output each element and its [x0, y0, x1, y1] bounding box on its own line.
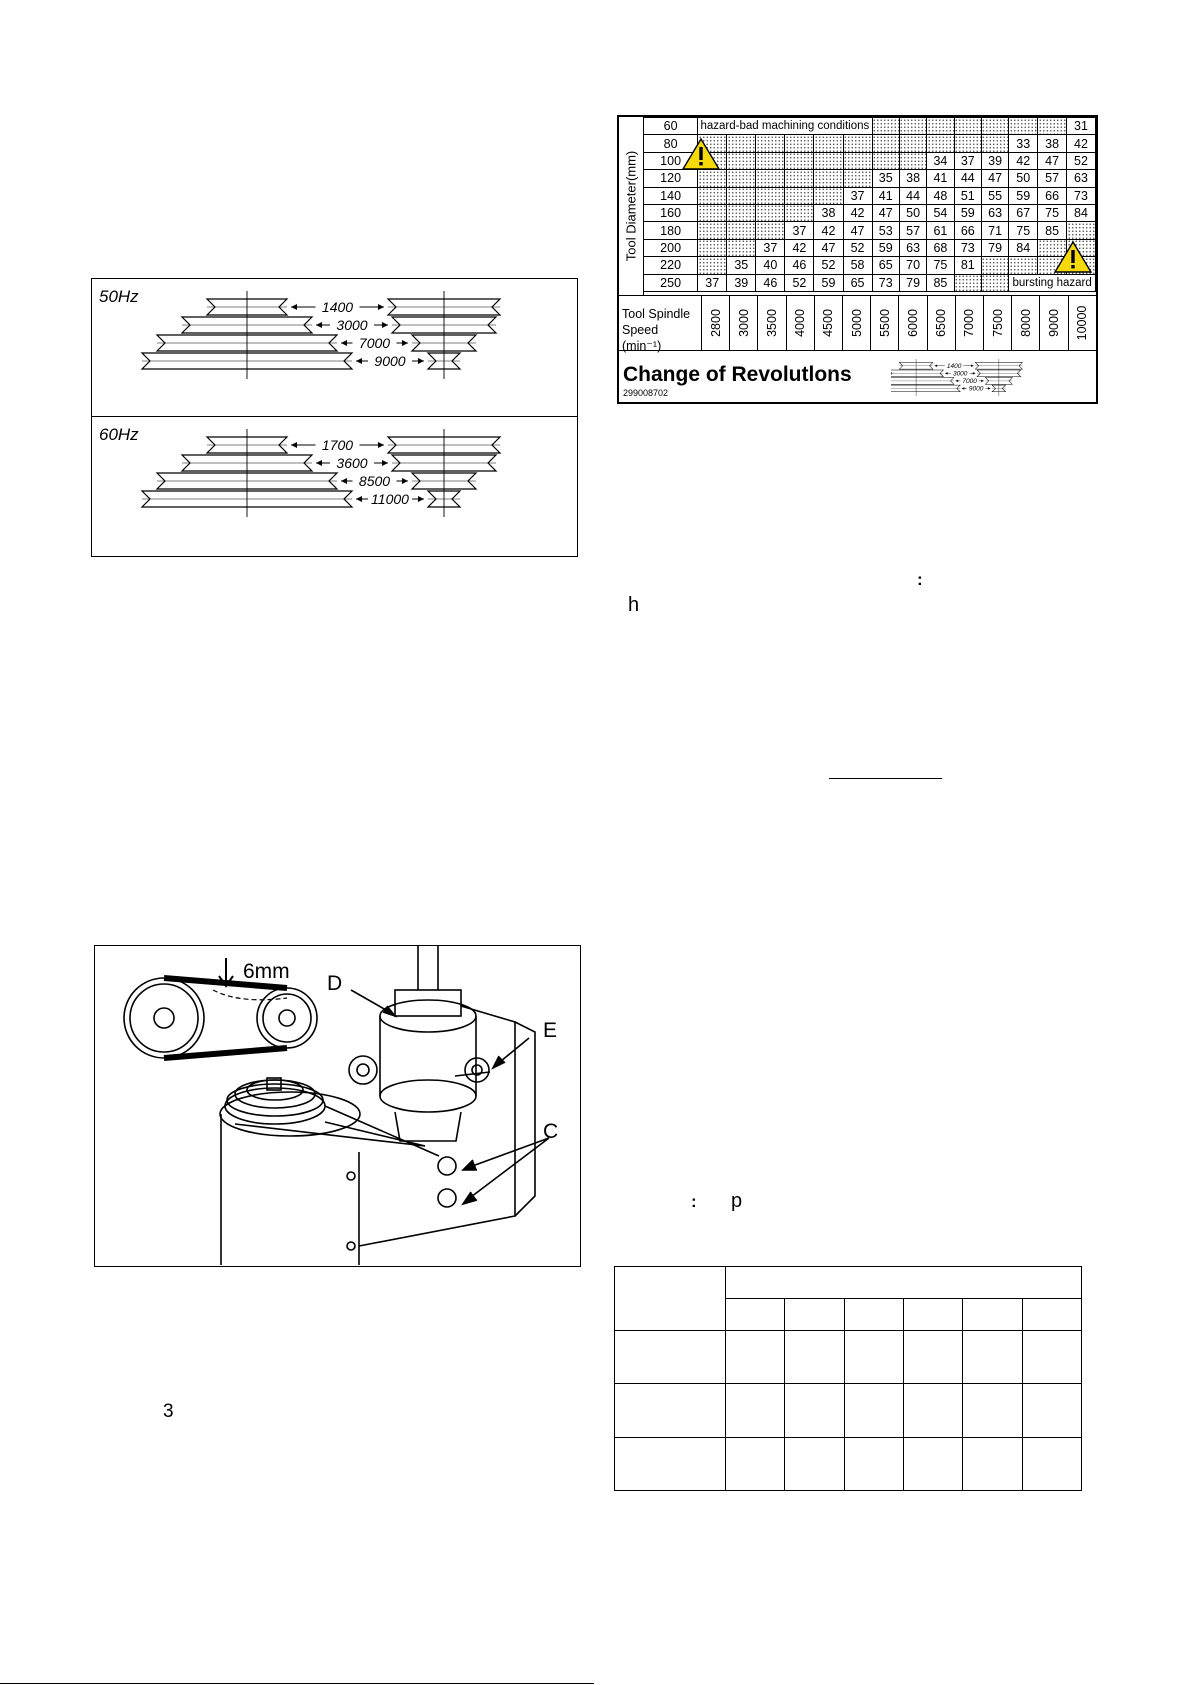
table-cell: [1022, 1384, 1081, 1437]
value-cell: 63: [981, 204, 1008, 221]
table-cell: [615, 1331, 726, 1384]
hazard-cell: [1038, 118, 1067, 135]
hazard-cell: [756, 204, 785, 221]
table-cell: [615, 1437, 726, 1490]
table-row: [644, 118, 1096, 135]
table-cell: [844, 1384, 903, 1437]
value-cell: 47: [872, 204, 899, 221]
speed-value: 9000: [1039, 296, 1067, 350]
speed-label: 3000: [952, 370, 968, 378]
hazard-cell: [814, 187, 843, 204]
speed-value: 4500: [814, 296, 842, 350]
table-cell: [785, 1331, 844, 1384]
pulley-drawings: [92, 279, 576, 555]
diameter-cell: 80: [644, 135, 698, 152]
value-cell: 59: [872, 239, 899, 256]
value-cell: 59: [1009, 187, 1038, 204]
table-cell: [903, 1331, 962, 1384]
hazard-cell: [785, 135, 814, 152]
table-row: [644, 187, 1096, 204]
belt-tension-photo: [94, 945, 581, 1267]
value-cell: 51: [954, 187, 981, 204]
table-cell: [844, 1437, 903, 1490]
table-cell: [963, 1299, 1022, 1331]
value-cell: 37: [954, 152, 981, 169]
table-cell: [844, 1331, 903, 1384]
table-cell: [726, 1331, 785, 1384]
value-cell: 34: [927, 152, 954, 169]
hazard-cell: [756, 222, 785, 239]
hazard-cell: [814, 170, 843, 187]
hazard-cell: [872, 135, 899, 152]
speed-value: 6000: [898, 296, 926, 350]
value-cell: 79: [981, 239, 1008, 256]
diameter-cell: 60: [644, 118, 698, 135]
footer-rule: [0, 1683, 594, 1684]
value-cell: 41: [872, 187, 899, 204]
table-cell: [963, 1437, 1022, 1490]
stray-h: h: [628, 594, 640, 616]
value-cell: 84: [1067, 204, 1096, 221]
hazard-cell: [727, 239, 756, 256]
value-cell: 68: [927, 239, 954, 256]
speed-value: 7000: [955, 296, 983, 350]
speed-value: 8000: [1011, 296, 1039, 350]
value-cell: 58: [843, 257, 872, 274]
table-cell: [1022, 1437, 1081, 1490]
part-number: 299008702: [623, 388, 669, 398]
tension-label: 6mm: [243, 960, 290, 983]
hazard-cell: [698, 257, 727, 274]
table-cell: [785, 1299, 844, 1331]
value-cell: 37: [756, 239, 785, 256]
speed-label: 1400: [946, 362, 962, 370]
speed-value: 5500: [870, 296, 898, 350]
speed-label: 11000: [371, 491, 409, 507]
speed-row-label: Tool Spindle Speed (min⁻¹): [622, 307, 691, 353]
value-cell: 75: [927, 257, 954, 274]
value-cell: 52: [814, 257, 843, 274]
y-axis-label-cell: [619, 117, 644, 295]
value-cell: 67: [1009, 204, 1038, 221]
value-cell: 47: [843, 222, 872, 239]
hazard-cell: [785, 152, 814, 169]
value-cell: 42: [814, 222, 843, 239]
speed-value-labels: [701, 296, 1096, 350]
value-cell: 66: [1038, 187, 1067, 204]
value-cell: 85: [1038, 222, 1067, 239]
value-cell: 57: [899, 222, 926, 239]
value-cell: 40: [756, 257, 785, 274]
speed-label: 8500: [358, 473, 391, 489]
callout-e: E: [543, 1019, 558, 1042]
hazard-cell: [899, 118, 926, 135]
hazard-cell: [927, 135, 954, 152]
mini-pulley-drawing: [891, 354, 1091, 402]
value-cell: 42: [785, 239, 814, 256]
belt-photo-drawing: [95, 946, 579, 1265]
hazard-cell: [727, 170, 756, 187]
value-cell: 33: [1009, 135, 1038, 152]
table-cell: [726, 1267, 1082, 1299]
hazard-cell: [899, 152, 926, 169]
speed-value: 3500: [757, 296, 785, 350]
diameter-cell: 220: [644, 257, 698, 274]
value-cell: 37: [785, 222, 814, 239]
diameter-cell: 120: [644, 170, 698, 187]
table-row: [644, 274, 1096, 291]
value-cell: 63: [899, 239, 926, 256]
value-cell: 52: [785, 274, 814, 291]
hazard-cell: [1067, 222, 1096, 239]
value-cell: 79: [899, 274, 926, 291]
speed-value: 3000: [729, 296, 757, 350]
hazard-cell: [698, 187, 727, 204]
value-cell: 75: [1038, 204, 1067, 221]
value-cell: 31: [1067, 118, 1096, 135]
value-cell: 38: [899, 170, 926, 187]
table-cell: [1022, 1331, 1081, 1384]
table-cell: [903, 1437, 962, 1490]
hazard-cell: [1009, 257, 1038, 274]
value-cell: 44: [899, 187, 926, 204]
table-cell: [963, 1384, 1022, 1437]
table-row: [644, 222, 1096, 239]
value-cell: 35: [727, 257, 756, 274]
hazard-cell: [843, 152, 872, 169]
speed-label: 1400: [321, 299, 354, 315]
table-cell: [844, 1299, 903, 1331]
value-cell: 70: [899, 257, 926, 274]
value-cell: 50: [1009, 170, 1038, 187]
hazard-cell: [899, 135, 926, 152]
table-cell: [785, 1384, 844, 1437]
speed-value: 4000: [786, 296, 814, 350]
chart-title: Change of Revolutlons: [623, 363, 852, 386]
hazard-cell: [698, 222, 727, 239]
value-cell: 59: [954, 204, 981, 221]
table-row: [644, 239, 1096, 256]
value-cell: 37: [843, 187, 872, 204]
hazard-cell: [814, 135, 843, 152]
value-cell: 39: [981, 152, 1008, 169]
value-cell: 52: [843, 239, 872, 256]
value-cell: 46: [785, 257, 814, 274]
speed-value: 2800: [701, 296, 729, 350]
speed-label: 9000: [374, 353, 406, 369]
speed-label: 7000: [358, 335, 391, 351]
warning-icon: [681, 137, 721, 171]
stray-p: p: [731, 1190, 743, 1212]
table-cell: [1022, 1299, 1081, 1331]
value-cell: 73: [954, 239, 981, 256]
hazard-cell: [927, 118, 954, 135]
stray-colon: :: [917, 570, 923, 589]
value-cell: 53: [872, 222, 899, 239]
hazard-cell: [1009, 118, 1038, 135]
speed-label: 3000: [336, 317, 368, 333]
value-cell: 55: [981, 187, 1008, 204]
speed-value: 10000: [1068, 296, 1096, 350]
value-cell: 65: [872, 257, 899, 274]
value-cell: 46: [756, 274, 785, 291]
hazard-cell: [698, 170, 727, 187]
hazard-cell: [785, 187, 814, 204]
value-cell: 54: [927, 204, 954, 221]
value-cell: 57: [1038, 170, 1067, 187]
hazard-cell: [981, 118, 1008, 135]
value-cell: 42: [843, 204, 872, 221]
value-cell: 71: [981, 222, 1008, 239]
value-cell: 61: [927, 222, 954, 239]
value-cell: 37: [698, 274, 727, 291]
callout-c: C: [543, 1120, 559, 1143]
hazard-machining-cell: hazard-bad machining conditions: [698, 118, 872, 135]
pulley-set-50hz: [142, 291, 500, 379]
hazard-cell: [756, 170, 785, 187]
value-cell: 73: [872, 274, 899, 291]
hazard-cell: [872, 152, 899, 169]
table-cell: [785, 1437, 844, 1490]
table-row: [644, 257, 1096, 274]
value-cell: 44: [954, 170, 981, 187]
value-cell: 42: [1067, 135, 1096, 152]
diameter-cell: 100: [644, 152, 698, 169]
value-cell: 48: [927, 187, 954, 204]
hazard-cell: [756, 152, 785, 169]
hazard-cell: [954, 135, 981, 152]
value-cell: 66: [954, 222, 981, 239]
value-cell: 47: [814, 239, 843, 256]
speed-label: 1700: [321, 437, 354, 453]
speed-chart-panel: [617, 115, 1098, 404]
hazard-cell: [785, 170, 814, 187]
speed-label: 7000: [962, 377, 977, 385]
value-cell: 52: [1067, 152, 1096, 169]
spindle-unit: [347, 946, 535, 1250]
value-cell: 65: [843, 274, 872, 291]
speed-value: 5000: [842, 296, 870, 350]
diameter-cell: 160: [644, 204, 698, 221]
hazard-cell: [981, 257, 1008, 274]
underline-mark: [829, 778, 942, 779]
hazard-cell: [954, 274, 981, 291]
stray-three: 3: [163, 1401, 174, 1422]
value-cell: 59: [814, 274, 843, 291]
value-cell: 38: [1038, 135, 1067, 152]
hazard-cell: [727, 204, 756, 221]
value-cell: 84: [1009, 239, 1038, 256]
stray-colon: :: [691, 1192, 697, 1211]
pulley-speed-diagram: [91, 278, 578, 557]
hazard-cell: [872, 118, 899, 135]
value-cell: 47: [1038, 152, 1067, 169]
value-cell: 42: [1009, 152, 1038, 169]
hazard-cell: [981, 274, 1008, 291]
value-cell: 39: [727, 274, 756, 291]
bursting-hazard-cell: bursting hazard: [1009, 274, 1096, 291]
callout-d: D: [327, 972, 343, 995]
value-cell: 75: [1009, 222, 1038, 239]
speed-value: 6500: [927, 296, 955, 350]
hazard-cell: [727, 187, 756, 204]
table-cell: [615, 1384, 726, 1437]
value-cell: 81: [954, 257, 981, 274]
speed-label: 3600: [336, 455, 368, 471]
speed-value: 7500: [983, 296, 1011, 350]
hazard-cell: [843, 135, 872, 152]
table-row: [644, 204, 1096, 221]
warning-icon: [1053, 240, 1093, 274]
hazard-cell: [727, 152, 756, 169]
pulley-set-60hz: [142, 429, 500, 517]
value-cell: 85: [927, 274, 954, 291]
table-cell: [726, 1437, 785, 1490]
y-axis-label: Tool Diameter(mm): [623, 150, 639, 262]
table-cell: [615, 1267, 726, 1331]
diameter-cell: 180: [644, 222, 698, 239]
value-cell: 41: [927, 170, 954, 187]
value-cell: 73: [1067, 187, 1096, 204]
table-cell: [726, 1299, 785, 1331]
hz50-label: 50Hz: [99, 287, 139, 306]
value-cell: 63: [1067, 170, 1096, 187]
diameter-cell: 140: [644, 187, 698, 204]
diameter-cell: 250: [644, 274, 698, 291]
diameter-cell: 200: [644, 239, 698, 256]
hazard-cell: [727, 222, 756, 239]
table-cell: [963, 1331, 1022, 1384]
hazard-cell: [698, 239, 727, 256]
table-row: [644, 170, 1096, 187]
hazard-cell: [981, 135, 1008, 152]
hz60-label: 60Hz: [99, 425, 139, 444]
hazard-cell: [727, 135, 756, 152]
table-cell: [903, 1299, 962, 1331]
hazard-cell: [843, 170, 872, 187]
value-cell: 35: [872, 170, 899, 187]
table-cell: [726, 1384, 785, 1437]
hazard-cell: [954, 118, 981, 135]
hazard-cell: [756, 187, 785, 204]
hazard-cell: [756, 135, 785, 152]
speed-label: 9000: [968, 385, 984, 393]
table-cell: [903, 1384, 962, 1437]
hazard-cell: [814, 152, 843, 169]
value-cell: 50: [899, 204, 926, 221]
hazard-cell: [785, 204, 814, 221]
speed-label-row: [619, 295, 1096, 351]
hazard-cell: [698, 204, 727, 221]
empty-grid-table: [614, 1266, 1082, 1491]
value-cell: 38: [814, 204, 843, 221]
value-cell: 47: [981, 170, 1008, 187]
